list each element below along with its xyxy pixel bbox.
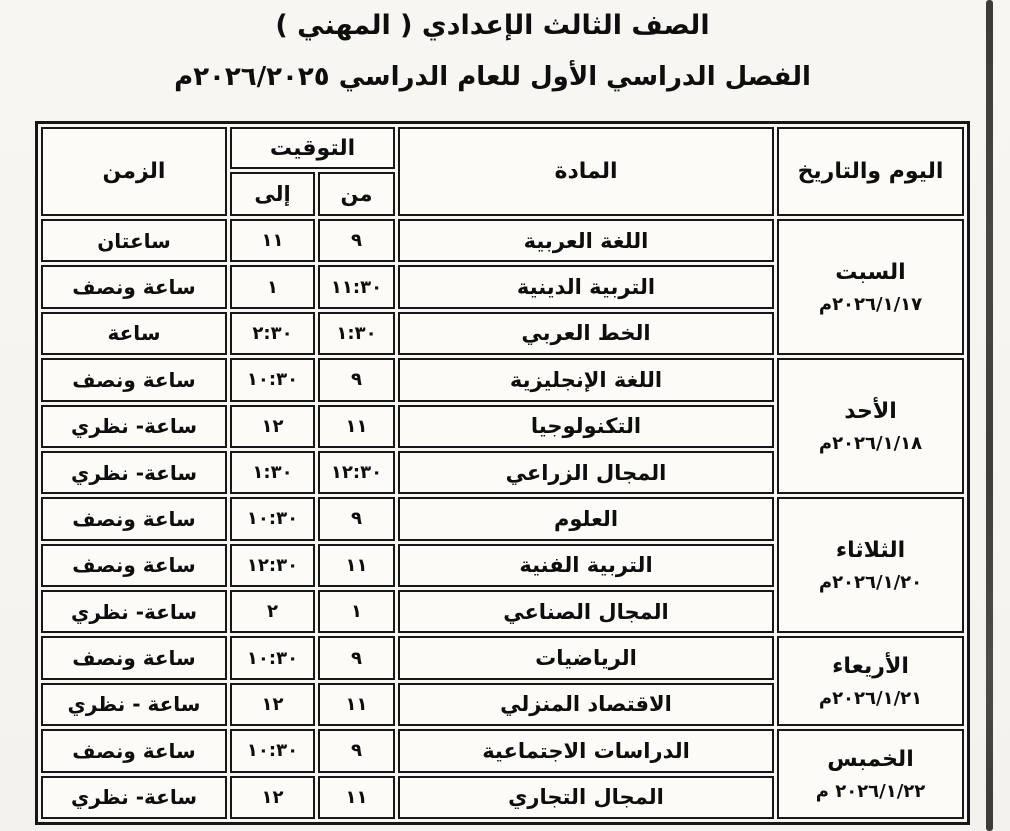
subject-cell: المجال التجاري bbox=[398, 776, 774, 820]
table-row bbox=[41, 729, 964, 772]
day-date: ٢٠٢٦/١/٢٢ م bbox=[815, 780, 926, 802]
from-cell: ١:٣٠ bbox=[318, 312, 395, 355]
header-row-1 bbox=[41, 127, 964, 169]
from-cell: ١١ bbox=[318, 405, 395, 448]
table-header bbox=[41, 127, 964, 216]
duration-cell: ساعة ونصف bbox=[41, 729, 227, 772]
day-date: ٢٠٢٦/١/٢١م bbox=[818, 687, 923, 709]
table-body bbox=[41, 219, 964, 819]
subject-cell: التكنولوجيا bbox=[398, 405, 774, 448]
subject-cell: التربية الدينية bbox=[398, 265, 774, 308]
day-date-cell-saturday bbox=[777, 219, 964, 355]
from-cell: ١ bbox=[318, 590, 395, 633]
day-name: الخمبس bbox=[827, 746, 914, 772]
subject-cell: الرياضيات bbox=[398, 636, 774, 679]
subject-cell: المجال الصناعي bbox=[398, 590, 774, 633]
from-cell: ٩ bbox=[318, 497, 395, 540]
day-date-cell-thursday bbox=[777, 729, 964, 819]
header-duration: الزمن bbox=[41, 127, 227, 216]
day-date-cell-tuesday bbox=[777, 497, 964, 633]
to-cell: ١٢ bbox=[230, 405, 315, 448]
to-cell: ٢:٣٠ bbox=[230, 312, 315, 355]
header-timing: التوقيت bbox=[230, 127, 395, 169]
duration-cell: ساعة ونصف bbox=[41, 358, 227, 401]
to-cell: ١٢:٣٠ bbox=[230, 544, 315, 587]
to-cell: ١٠:٣٠ bbox=[230, 636, 315, 679]
to-cell: ١٢ bbox=[230, 776, 315, 820]
day-date-cell-wednesday bbox=[777, 636, 964, 726]
subject-cell: اللغة الإنجليزية bbox=[398, 358, 774, 401]
page-subtitle: الفصل الدراسي الأول للعام الدراسي ٢٠٢٦/٢٠٢٥م bbox=[174, 62, 811, 92]
day-name: الأريعاء bbox=[832, 653, 909, 679]
table-row bbox=[41, 219, 964, 262]
from-cell: ٩ bbox=[318, 636, 395, 679]
table-row bbox=[41, 636, 964, 679]
to-cell: ١١ bbox=[230, 219, 315, 262]
duration-cell: ساعة- نظري bbox=[41, 405, 227, 448]
to-cell: ١ bbox=[230, 265, 315, 308]
duration-cell: ساعة- نظري bbox=[41, 776, 227, 820]
from-cell: ١١ bbox=[318, 683, 395, 726]
table-row bbox=[41, 358, 964, 401]
header-day-date: اليوم والتاريخ bbox=[777, 127, 964, 216]
day-date: ٢٠٢٦/١/١٨م bbox=[818, 432, 923, 454]
to-cell: ١٠:٣٠ bbox=[230, 358, 315, 401]
subject-cell: العلوم bbox=[398, 497, 774, 540]
from-cell: ١٢:٣٠ bbox=[318, 451, 395, 494]
to-cell: ١٠:٣٠ bbox=[230, 497, 315, 540]
to-cell: ٢ bbox=[230, 590, 315, 633]
day-date-cell-sunday bbox=[777, 358, 964, 494]
subject-cell: التربية الفنية bbox=[398, 544, 774, 587]
duration-cell: ساعة ونصف bbox=[41, 497, 227, 540]
to-cell: ١٠:٣٠ bbox=[230, 729, 315, 772]
header-from: من bbox=[318, 172, 395, 216]
duration-cell: ساعة - نظري bbox=[41, 683, 227, 726]
to-cell: ١:٣٠ bbox=[230, 451, 315, 494]
from-cell: ٩ bbox=[318, 358, 395, 401]
duration-cell: ساعة- نظري bbox=[41, 451, 227, 494]
duration-cell: ساعة ونصف bbox=[41, 544, 227, 587]
table-row bbox=[41, 497, 964, 540]
subject-cell: الدراسات الاجتماعية bbox=[398, 729, 774, 772]
from-cell: ٩ bbox=[318, 729, 395, 772]
subject-cell: المجال الزراعي bbox=[398, 451, 774, 494]
header-to: إلى bbox=[230, 172, 315, 216]
header-subject: المادة bbox=[398, 127, 774, 216]
scan-edge-artifact bbox=[986, 0, 993, 831]
from-cell: ١١:٣٠ bbox=[318, 265, 395, 308]
day-name: الأحد bbox=[844, 398, 897, 424]
day-date: ٢٠٢٦/١/٢٠م bbox=[818, 571, 923, 593]
duration-cell: ساعة ونصف bbox=[41, 636, 227, 679]
day-name: السبت bbox=[835, 259, 906, 285]
from-cell: ١١ bbox=[318, 776, 395, 820]
subject-cell: اللغة العربية bbox=[398, 219, 774, 262]
duration-cell: ساعة bbox=[41, 312, 227, 355]
page-title: الصف الثالث الإعدادي ( المهني ) bbox=[275, 10, 710, 41]
duration-cell: ساعتان bbox=[41, 219, 227, 262]
day-name: الثلاثاء bbox=[835, 537, 906, 563]
to-cell: ١٢ bbox=[230, 683, 315, 726]
subject-cell: الخط العربي bbox=[398, 312, 774, 355]
day-date: ٢٠٢٦/١/١٧م bbox=[818, 293, 923, 315]
duration-cell: ساعة ونصف bbox=[41, 265, 227, 308]
from-cell: ١١ bbox=[318, 544, 395, 587]
exam-schedule-table bbox=[35, 121, 970, 825]
from-cell: ٩ bbox=[318, 219, 395, 262]
duration-cell: ساعة- نظري bbox=[41, 590, 227, 633]
subject-cell: الاقتصاد المنزلي bbox=[398, 683, 774, 726]
